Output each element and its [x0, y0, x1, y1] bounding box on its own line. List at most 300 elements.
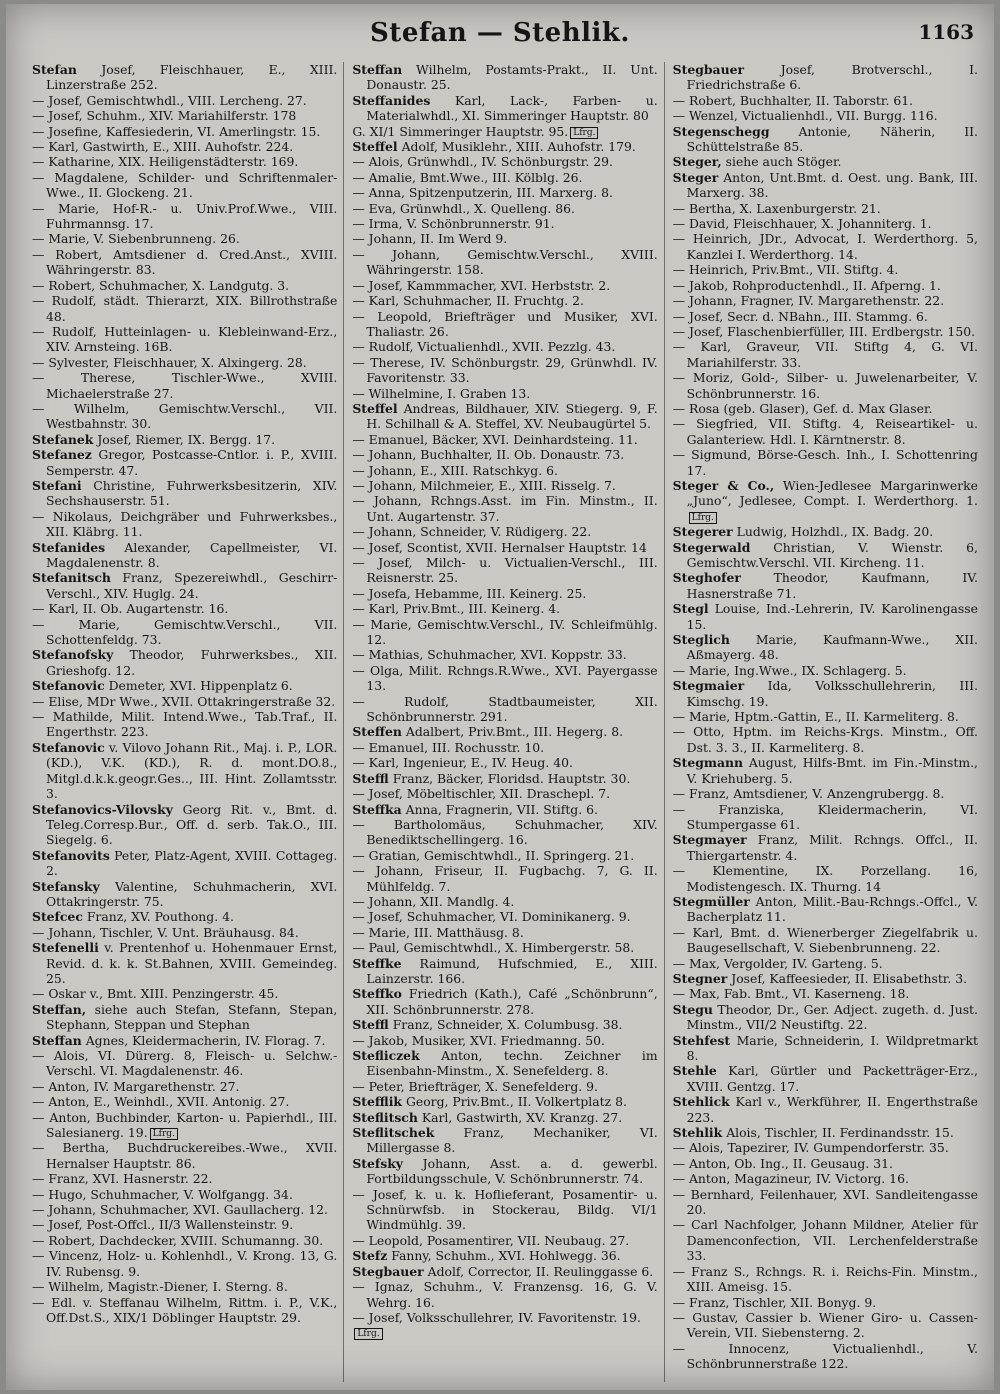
entry-surname: Steffl	[352, 1017, 389, 1033]
directory-entry	[352, 1017, 657, 1032]
entry-surname: Steflitsch	[352, 1109, 418, 1125]
directory-entry	[32, 709, 337, 740]
entry-text: — Johann, II. Im Werd 9.	[352, 231, 508, 247]
entry-text: — Rudolf, Stadtbaumeister, XII. Schönbrunnerstr. 291.	[352, 693, 658, 725]
entry-text: Josef, Brotverschl., I. Friedrichstraße 6.	[686, 62, 978, 93]
directory-entry	[32, 401, 337, 432]
entry-text: — Anton, Ob. Ing., II. Geusaug. 31.	[672, 1155, 893, 1171]
entry-text: — Magdalene, Schilder- und Schriftenmaler-Wwe., II. Glockeng. 21.	[32, 169, 338, 201]
directory-entry	[32, 540, 337, 571]
entry-surname: Stegbauer	[352, 1263, 424, 1279]
entry-text: — Josef, Gemischtwhdl., VIII. Lercheng. 27.	[32, 92, 307, 108]
directory-entry	[673, 278, 978, 293]
entry-text: — Paul, Gemischtwhdl., X. Himbergerstr. 58.	[352, 940, 635, 956]
entry-text: — Katharine, XIX. Heiligenstädterstr. 169.	[32, 154, 299, 170]
entry-surname: Steffen	[352, 724, 402, 740]
entry-text: — Heinrich, Priv.Bmt., VII. Stiftg. 4.	[672, 262, 899, 278]
directory-entry	[32, 1094, 337, 1109]
directory-entry	[673, 755, 978, 786]
entry-text: — Therese, Tischler-Wwe., XVIII. Michaelerstraße 27.	[32, 370, 338, 401]
directory-entry	[352, 231, 657, 246]
directory-entry	[352, 154, 657, 169]
directory-entry	[32, 93, 337, 108]
directory-entry	[32, 324, 337, 355]
entry-text: Marie, Kaufmann-Wwe., XII. Aßmayerg. 48.	[686, 632, 978, 663]
entry-text: Antonie, Näherin, II. Schüttelstraße 85.	[686, 123, 978, 155]
directory-entry	[352, 1156, 657, 1187]
entry-text: — Franziska, Kleidermacherin, VI. Stumpergasse 61.	[672, 801, 978, 832]
entry-text: — Marie, Gemischtw.Verschl., IV. Schleifmühlg. 12.	[352, 616, 658, 648]
entry-surname: Steffl	[352, 770, 389, 786]
entry-text: — Marie, Gemischtw.Verschl., VII. Schottenfeldg. 73.	[32, 616, 338, 648]
directory-entry	[673, 124, 978, 155]
directory-entry	[352, 278, 657, 293]
entry-surname: Steffke	[352, 955, 402, 971]
entry-text: Theodor, Fuhrwerksbes., XII. Grieshofg. 12.	[46, 647, 338, 678]
entry-text: — Gratian, Gemischtwhdl., II. Springerg. 21.	[352, 847, 635, 863]
entry-text: — Amalie, Bmt.Wwe., III. Kölblg. 26.	[352, 169, 583, 185]
directory-entry	[32, 1140, 337, 1171]
entry-text: — Johann, Schuhmacher, XVI. Gaullacherg. 12.	[32, 1202, 328, 1218]
entry-text: — Bertha, X. Laxenburgerstr. 21.	[672, 200, 881, 216]
entry-surname: Stegenschegg	[672, 123, 770, 139]
entry-text: — Karl, Schuhmacher, II. Fruchtg. 2.	[352, 293, 584, 309]
entry-text: — Franz, XVI. Hasnerstr. 22.	[32, 1171, 213, 1187]
entry-text: — Josef, Scontist, XVII. Hernalser Hauptstr. 14	[352, 539, 647, 555]
entry-text: Valentine, Schuhmacherin, XVI. Ottakringerstr. 75.	[46, 878, 338, 909]
entry-surname: Steghofer	[672, 570, 741, 586]
directory-entry	[32, 278, 337, 293]
directory-entry	[352, 586, 657, 601]
entry-text: — Franz, Amtsdiener, V. Anzengrubergg. 8.	[672, 786, 945, 802]
entry-text: — Max, Fab. Bmt., VI. Kaserneng. 18.	[672, 986, 910, 1002]
directory-entry	[673, 570, 978, 601]
entry-text: Friedrich (Kath.), Café „Schönbrunn“, XII. Schönbrunnerstr. 278.	[366, 986, 658, 1017]
entry-text: — Bertha, Buchdruckereibes.-Wwe., XVII. Hernalser Hauptstr. 86.	[32, 1140, 338, 1171]
entry-surname: Stefz	[352, 1248, 388, 1264]
directory-entry	[673, 201, 978, 216]
entry-surname: Stefanofsky	[32, 647, 114, 663]
entry-text: — David, Fleischhauer, X. Johanniterg. 1.	[672, 216, 932, 232]
entry-surname: Stefcec	[32, 909, 83, 925]
directory-entry	[352, 309, 657, 340]
entry-text: — Bernhard, Feilenhauer, XVI. Sandleitengasse 20.	[672, 1186, 978, 1218]
directory-entry	[673, 231, 978, 262]
entry-text: Andreas, Bildhauer, XIV. Stiegerg. 9, F. H. Schilhall & A. Steffel, XV. Neubaugürtel 5.	[366, 400, 658, 432]
entry-text: — Sylvester, Fleischhauer, X. Alxingerg. 28.	[32, 354, 307, 370]
entry-text: Franz, Milit. Rchngs. Offcl., II. Thiergartenstr. 4.	[686, 832, 978, 863]
entry-text: Anton, techn. Zeichner im Eisenbahn-Minstm., X. Senefelderg. 8.	[366, 1048, 658, 1079]
page-number: 1163	[918, 20, 974, 44]
directory-entry	[673, 1171, 978, 1186]
directory-entry	[352, 817, 657, 848]
entry-text: — Rosa (geb. Glaser), Gef. d. Max Glaser.	[672, 400, 933, 416]
directory-entry	[352, 755, 657, 770]
entry-surname: Steffel	[352, 139, 398, 155]
entry-text: Adolf, Corrector, II. Reulinggasse 6.	[427, 1263, 654, 1279]
entry-text: — Edl. v. Steffanau Wilhelm, Rittm. i. P., V.K., Off.Dst.S., XIX/1 Döblinger Hauptstr. 29.	[32, 1294, 338, 1325]
entry-text: — Peter, Briefträger, X. Senefelderg. 9.	[352, 1078, 598, 1094]
directory-entry	[352, 493, 657, 524]
entry-text: Peter, Platz-Agent, XVIII. Cottageg. 2.	[46, 847, 338, 879]
directory-entry	[32, 447, 337, 478]
delivery-mark-icon: Lfrg.	[150, 1128, 178, 1140]
entry-text: — Karl, Bmt. d. Wienerberger Ziegelfabrik u. Baugesellschaft, V. Siebenbrunneng. 22.	[672, 924, 978, 956]
directory-entry	[673, 447, 978, 478]
directory-entry	[673, 339, 978, 370]
entry-text: — Therese, IV. Schönburgstr. 29, Grünwhdl. IV. Favoritenstr. 33.	[352, 354, 658, 386]
entry-text: — Karl, Ingenieur, E., IV. Heug. 40.	[352, 755, 573, 771]
directory-entry	[673, 293, 978, 308]
entry-text: — Mathilde, Milit. Intend.Wwe., Tab.Traf., II. Engerthstr. 223.	[32, 709, 338, 740]
directory-entry	[673, 1063, 978, 1094]
directory-entry	[352, 647, 657, 662]
directory-entry	[32, 1295, 337, 1326]
directory-columns	[32, 62, 978, 1382]
directory-page	[6, 4, 994, 1390]
directory-entry	[32, 740, 337, 802]
entry-text: — Josef, Post-Offcl., II/3 Wallensteinstr. 9.	[32, 1217, 294, 1233]
directory-entry	[673, 540, 978, 571]
directory-entry	[673, 724, 978, 755]
entry-text: Louise, Ind.-Lehrerin, IV. Karolinengasse 15.	[686, 601, 978, 632]
entry-text: — Nikolaus, Deichgräber und Fuhrwerksbes., XII. Kläbrg. 11.	[32, 508, 338, 540]
directory-entry	[352, 1094, 657, 1109]
directory-entry	[352, 478, 657, 493]
entry-text: Adalbert, Priv.Bmt., III. Hegerg. 8.	[405, 724, 624, 740]
entry-text: — Oskar v., Bmt. XIII. Penzingerstr. 45.	[32, 986, 279, 1002]
entry-surname: Stefsky	[352, 1155, 403, 1171]
entry-text: — Leopold, Posamentirer, VII. Neubaug. 27.	[352, 1232, 630, 1248]
entry-text: — Marie, Hof-R.- u. Univ.Prof.Wwe., VIII. Fuhrmannsg. 17.	[32, 200, 338, 232]
directory-entry	[352, 771, 657, 786]
directory-entry	[352, 1125, 657, 1156]
directory-entry	[673, 632, 978, 663]
entry-surname: Steffan,	[32, 1001, 87, 1017]
delivery-mark-icon: Lfrg.	[354, 1328, 382, 1340]
entry-text: — Anton, IV. Margarethenstr. 27.	[32, 1078, 240, 1094]
directory-entry	[673, 216, 978, 231]
entry-text: — Innocenz, Victualienhdl., V. Schönbrunnerstraße 122.	[672, 1340, 978, 1372]
directory-entry	[673, 93, 978, 108]
entry-text: Anton, Milit.-Bau-Rchngs.-Offcl., V. Bacherplatz 11.	[686, 893, 978, 925]
entry-text: Josef, Kaffeesieder, II. Elisabethstr. 3.	[731, 970, 968, 986]
entry-text: — Emanuel, III. Rochusstr. 10.	[352, 739, 545, 755]
entry-text: — Josef, Volksschullehrer, IV. Favoritenstr. 19.	[352, 1309, 641, 1325]
entry-text: — Emanuel, Bäcker, XVI. Deinhardsteing. 11.	[352, 431, 638, 447]
directory-entry	[673, 894, 978, 925]
directory-entry	[673, 709, 978, 724]
directory-entry	[673, 786, 978, 801]
delivery-mark-icon: Lfrg.	[570, 127, 598, 139]
directory-entry	[352, 925, 657, 940]
directory-entry	[673, 524, 978, 539]
directory-entry	[352, 724, 657, 739]
entry-text: — Vincenz, Holz- u. Kohlenhdl., V. Krong. 13, G. IV. Rubensg. 9.	[32, 1248, 338, 1279]
column-2	[352, 62, 664, 1382]
directory-entry	[673, 154, 978, 169]
entry-surname: Stehlick	[672, 1094, 730, 1110]
entry-text: Franz, Bäcker, Floridsd. Hauptstr. 30.	[392, 770, 631, 786]
directory-entry	[352, 201, 657, 216]
entry-text: — Marie, Ing.Wwe., IX. Schlagerg. 5.	[672, 662, 907, 678]
entry-text: — Robert, Schuhmacher, X. Landgutg. 3.	[32, 277, 290, 293]
entry-surname: Steger & Co.,	[672, 477, 775, 493]
entry-text: — Anton, E., Weinhdl., XVII. Antonig. 27.	[32, 1094, 290, 1110]
entry-text: — Hugo, Schuhmacher, V. Wolfgangg. 34.	[32, 1186, 293, 1202]
directory-entry	[352, 940, 657, 955]
directory-entry	[673, 802, 978, 833]
entry-text: — Sigmund, Börse-Gesch. Inh., I. Schottenring 17.	[672, 447, 978, 478]
entry-text: Christine, Fuhrwerksbesitzerin, XIV. Sechshauserstr. 51.	[46, 477, 338, 509]
entry-surname: Stegmüller	[672, 893, 750, 909]
entry-text: Franz, Mechaniker, VI. Millergasse 8.	[366, 1125, 658, 1156]
entry-text: — Otto, Hptm. im Reichs-Krgs. Minstm., Off. Dst. 3. 3., II. Karmeliterg. 8.	[672, 724, 978, 755]
entry-surname: Stefanitsch	[32, 570, 111, 586]
directory-entry	[32, 201, 337, 232]
directory-entry	[352, 786, 657, 801]
directory-entry	[352, 1279, 657, 1310]
directory-entry	[673, 832, 978, 863]
entry-text: — Josef, Secr. d. NBahn., III. Stammg. 6.	[672, 308, 928, 324]
directory-entry	[32, 601, 337, 616]
directory-entry	[352, 894, 657, 909]
directory-entry	[352, 1325, 657, 1340]
entry-text: — Rudolf, städt. Thierarzt, XIX. Billrothstraße 48.	[32, 293, 338, 324]
entry-surname: Stefflik	[352, 1094, 403, 1110]
entry-text: — Josef, Milch- u. Victualien-Verschl., III. Reisnerstr. 25.	[352, 555, 658, 586]
entry-text: siehe auch Stöger.	[725, 154, 842, 170]
entry-surname: Steffan	[32, 1032, 82, 1048]
entry-text: — Jakob, Musiker, XVI. Friedmanng. 50.	[352, 1032, 605, 1048]
entry-text: — Johann, XII. Mandlg. 4.	[352, 893, 515, 909]
entry-text: v. Prentenhof u. Hohenmauer Ernst, Revid. d. k. k. St.Bahnen, XVIII. Gemeindeg. 25.	[46, 940, 338, 986]
directory-entry	[673, 1295, 978, 1310]
directory-entry	[673, 1002, 978, 1033]
directory-entry	[352, 540, 657, 555]
directory-entry	[32, 1248, 337, 1279]
entry-text: — Josefine, Kaffesiederin, VI. Amerlingstr. 15.	[32, 123, 321, 139]
directory-entry	[32, 1048, 337, 1079]
directory-entry	[352, 247, 657, 278]
entry-text: — Franz, Tischler, XII. Bonyg. 9.	[672, 1294, 877, 1310]
entry-text: — Wilhelm, Gemischtw.Verschl., VII. Westbahnstr. 30.	[32, 400, 338, 432]
directory-entry	[32, 108, 337, 123]
directory-entry	[673, 678, 978, 709]
directory-entry	[673, 925, 978, 956]
entry-text: — Karl, Graveur, VII. Stiftg 4, G. VI. Mariahilferstr. 33.	[672, 339, 978, 370]
page-header	[6, 14, 994, 58]
entry-text: — Eva, Grünwhdl., X. Quelleng. 86.	[352, 200, 575, 216]
entry-surname: Steffka	[352, 801, 402, 817]
entry-text: — Johann, Rchngs.Asst. im Fin. Minstm., II. Unt. Augartenstr. 37.	[352, 493, 658, 524]
entry-text: — Irma, V. Schönbrunnerstr. 91.	[352, 216, 555, 232]
directory-entry	[32, 247, 337, 278]
entry-text: Theodor, Kaufmann, IV. Hasnerstraße 71.	[686, 570, 978, 601]
directory-entry	[352, 185, 657, 200]
entry-text: — Alois, VI. Dürerg. 8, Fleisch- u. Selchw.-Verschl. VI. Magdalenenstr. 46.	[32, 1048, 338, 1079]
directory-entry	[32, 570, 337, 601]
entry-surname: Stegl	[672, 601, 709, 617]
directory-entry	[352, 447, 657, 462]
directory-entry	[352, 848, 657, 863]
entry-text: — Franz S., Rchngs. R. i. Reichs-Fin. Minstm., XIII. Ameisg. 15.	[672, 1263, 978, 1295]
entry-text: Karl, Gürtler und Packetträger-Erz., XVIII. Gentzg. 17.	[686, 1063, 978, 1094]
directory-entry	[673, 1156, 978, 1171]
directory-entry	[352, 1233, 657, 1248]
entry-text: — Rudolf, Hutteinlagen- u. Klebleinwand-Erz., XIV. Arnsteing. 16B.	[32, 323, 338, 355]
entry-surname: Stefliczek	[352, 1048, 420, 1063]
directory-entry	[352, 432, 657, 447]
directory-entry	[352, 601, 657, 616]
directory-entry	[352, 1310, 657, 1325]
entry-text: — Marie, V. Siebenbrunneng. 26.	[32, 231, 240, 247]
entry-text: Karl v., Werkführer, II. Engerthstraße 223.	[686, 1094, 978, 1125]
directory-entry	[352, 124, 657, 139]
entry-text: Demeter, XVI. Hippenplatz 6.	[108, 678, 293, 694]
column-1	[32, 62, 344, 1382]
directory-entry	[32, 1079, 337, 1094]
entry-text: — Siegfried, VII. Stiftg. 4, Reiseartikel- u. Galanteriew. Hdl. I. Kärntnerstr. 8.	[672, 416, 978, 447]
directory-entry	[32, 1202, 337, 1217]
column-3	[673, 62, 978, 1382]
directory-entry	[32, 62, 337, 93]
directory-entry	[32, 139, 337, 154]
directory-entry	[32, 231, 337, 246]
entry-text: — Ignaz, Schuhm., V. Franzensg. 16, G. V. Wehrg. 16.	[352, 1279, 658, 1310]
page-title: Stefan — Stehlik.	[370, 18, 630, 48]
entry-text: Franz, Spezereiwhdl., Geschirr-Verschl., XIV. Huglg. 24.	[46, 570, 338, 601]
entry-text: — Marie, Hptm.-Gattin, E., II. Karmeliterg. 8.	[672, 709, 959, 725]
entry-text: Raimund, Hufschmied, E., XIII. Lainzerstr. 166.	[366, 955, 658, 986]
directory-entry	[32, 370, 337, 401]
entry-text: — Mathias, Schuhmacher, XVI. Koppstr. 33.	[352, 647, 627, 663]
entry-surname: Stegmann	[672, 755, 744, 771]
directory-entry	[352, 617, 657, 648]
directory-entry	[673, 262, 978, 277]
directory-entry	[673, 1341, 978, 1372]
entry-text: Fanny, Schuhm., XVI. Hohlwegg. 36.	[391, 1248, 621, 1264]
directory-entry	[32, 478, 337, 509]
entry-text: — Olga, Milit. Rchngs.R.Wwe., XVI. Payergasse 13.	[352, 662, 658, 694]
entry-surname: Stegner	[672, 970, 728, 986]
entry-text: — Karl, Gastwirth, E., XIII. Auhofstr. 224.	[32, 139, 294, 155]
entry-text: — Alois, Grünwhdl., IV. Schönburgstr. 29.	[352, 154, 613, 170]
directory-entry	[352, 1048, 657, 1079]
directory-entry	[673, 1094, 978, 1125]
directory-entry	[673, 601, 978, 632]
entry-text: — Josef, Schuhm., XIV. Mariahilferstr. 178	[32, 108, 297, 124]
directory-entry	[352, 170, 657, 185]
directory-entry	[32, 1279, 337, 1294]
entry-surname: Stehle	[672, 1063, 717, 1079]
directory-entry	[32, 925, 337, 940]
directory-entry	[673, 986, 978, 1001]
directory-entry	[673, 956, 978, 971]
directory-entry	[32, 1002, 337, 1033]
entry-text: — Johann, Fragner, IV. Margarethenstr. 22.	[672, 293, 945, 309]
entry-text: Josef, Riemer, IX. Bergg. 17.	[97, 431, 276, 447]
entry-surname: Steffan	[352, 62, 403, 77]
directory-entry	[32, 509, 337, 540]
entry-text: — Johann, Gemischtw.Verschl., XVIII. Währingerstr. 158.	[352, 246, 658, 278]
entry-surname: Steger,	[672, 154, 722, 170]
entry-text: Alois, Tischler, II. Ferdinandsstr. 15.	[726, 1125, 954, 1141]
entry-text: — Josef, k. u. k. Hoflieferant, Posamentir- u. Schnürwfsb. in Stockerau, Bildg. VI/1 Windmühlg. 39.	[352, 1186, 658, 1233]
directory-entry	[352, 62, 657, 93]
directory-entry	[352, 386, 657, 401]
entry-surname: Stefanez	[32, 447, 92, 463]
entry-text: — Wilhelmine, I. Graben 13.	[352, 385, 531, 401]
entry-surname: Stegerwald	[672, 539, 751, 555]
directory-entry	[352, 986, 657, 1017]
directory-entry	[673, 971, 978, 986]
directory-entry	[352, 401, 657, 432]
entry-surname: Steffel	[352, 400, 398, 416]
entry-surname: Stefani	[32, 477, 82, 493]
entry-surname: Stefenelli	[32, 940, 99, 956]
directory-entry	[32, 1033, 337, 1048]
directory-entry	[673, 1187, 978, 1218]
entry-text: August, Hilfs-Bmt. im Fin.-Minstm., V. Kriehuberg. 5.	[686, 755, 978, 786]
directory-entry	[673, 1264, 978, 1295]
entry-text: — Wenzel, Victualienhdl., VII. Burgg. 116.	[672, 108, 938, 124]
directory-entry	[32, 1187, 337, 1202]
directory-entry	[673, 62, 978, 93]
directory-entry	[673, 108, 978, 123]
entry-text: — Anton, Buchbinder, Karton- u. Papierhdl., III. Salesianerg. 19.	[32, 1109, 338, 1141]
entry-surname: Steglich	[672, 632, 730, 648]
directory-entry	[32, 170, 337, 201]
entry-text: Anna, Fragnerin, VII. Stiftg. 6.	[405, 801, 598, 817]
entry-text: Alexander, Capellmeister, VI. Magdalenenstr. 8.	[46, 539, 338, 570]
entry-surname: Stefanovics-Vilovsky	[32, 801, 173, 817]
entry-text: Georg Rit. v., Bmt. d. Teleg.Corresp.Bur., Off. d. serb. Tak.O., III. Siegelg. 6.	[46, 801, 338, 848]
entry-text: — Johann, Milchmeier, E., XIII. Risselg. 7.	[352, 477, 616, 493]
directory-entry	[32, 940, 337, 986]
entry-text: Wilhelm, Postamts-Prakt., II. Unt. Donaustr. 25.	[366, 62, 658, 93]
entry-text: — Bartholomäus, Schuhmacher, XIV. Benediktschellingerg. 16.	[352, 816, 658, 848]
directory-entry	[673, 309, 978, 324]
directory-entry	[352, 1264, 657, 1279]
entry-text: — Robert, Amtsdiener d. Cred.Anst., XVIII. Währingerstr. 83.	[32, 246, 338, 278]
entry-text: — Josef, Kammmacher, XVI. Herbststr. 2.	[352, 277, 611, 293]
entry-text: — Elise, MDr Wwe., XVII. Ottakringerstraße 32.	[32, 693, 336, 709]
entry-surname: Stefanovic	[32, 739, 105, 755]
directory-entry	[673, 1140, 978, 1155]
directory-entry	[32, 355, 337, 370]
directory-entry	[673, 663, 978, 678]
entry-text: — Jakob, Rohproductenhdl., II. Afperng. 1.	[672, 277, 941, 293]
directory-entry	[352, 863, 657, 894]
entry-text: — Anna, Spitzenputzerin, III. Marxerg. 8.	[352, 185, 613, 201]
entry-surname: Steger	[672, 169, 719, 185]
directory-entry	[32, 879, 337, 910]
entry-text: Josef, Fleischhauer, E., XIII. Linzerstraße 252.	[46, 62, 338, 93]
entry-text: — Carl Nachfolger, Johann Mildner, Atelier für Damenconfection, VII. Lerchenfelderstraße 33.	[672, 1217, 978, 1264]
directory-entry	[32, 1233, 337, 1248]
directory-entry	[352, 524, 657, 539]
entry-surname: Stegbauer	[672, 62, 744, 77]
entry-text: G. XI/1 Simmeringer Hauptstr. 95.	[352, 123, 569, 139]
directory-entry	[32, 1110, 337, 1141]
directory-entry	[32, 909, 337, 924]
directory-entry	[32, 647, 337, 678]
directory-entry	[32, 154, 337, 169]
entry-text: Georg, Priv.Bmt., II. Volkertplatz 8.	[405, 1094, 627, 1110]
entry-text: — Robert, Dachdecker, XVIII. Schumanng. 30.	[32, 1232, 324, 1248]
entry-text: — Josef, Schuhmacher, VI. Dominikanerg. 9.	[352, 909, 631, 925]
